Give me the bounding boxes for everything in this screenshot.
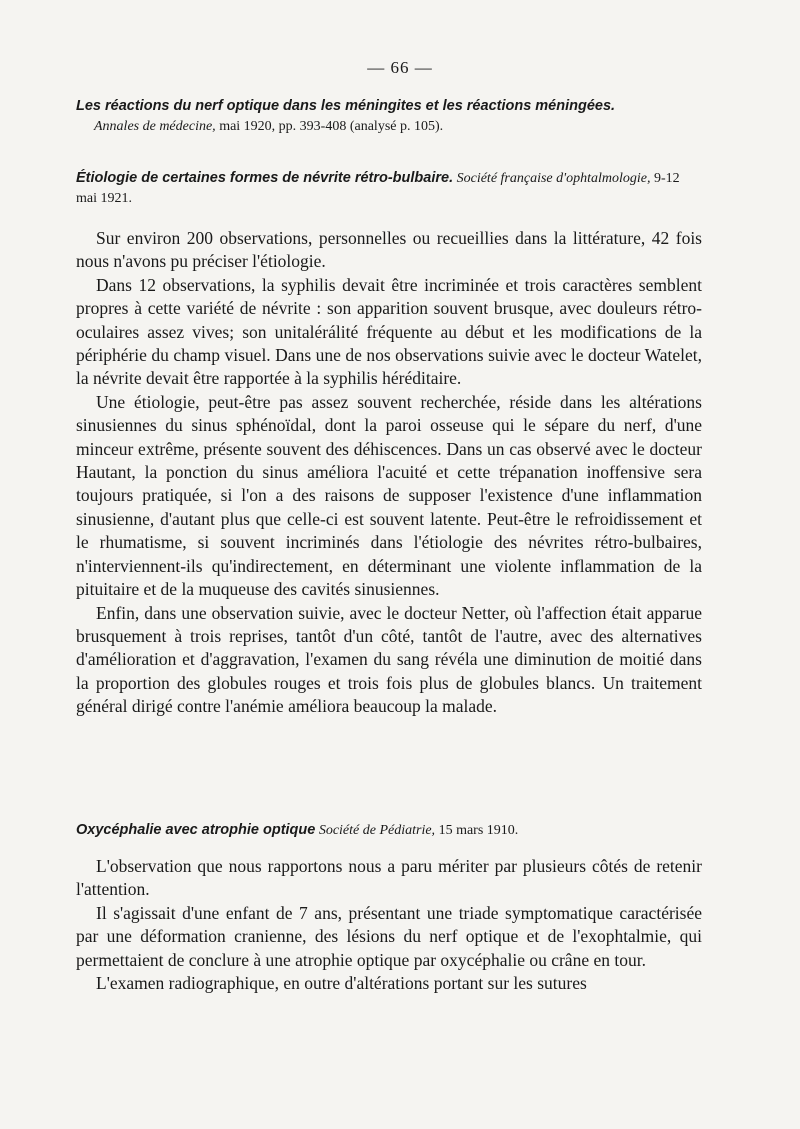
reference-source: Société de Pédiatrie, — [318, 823, 436, 838]
reference-detail: mai 1920, pp. 393-408 (analysé p. 105). — [219, 119, 444, 134]
paragraph: Sur environ 200 observations, personnelles ou recueillies dans la littérature, 42 fois nous n'avons pu préciser l'étiologie. — [76, 228, 702, 272]
etiologie-body — [76, 227, 702, 719]
reference-source: Société française d'ophtalmologie, — [456, 171, 651, 186]
reference-line-2 — [76, 117, 701, 137]
reference-source: Annales de médecine, — [94, 119, 216, 134]
reference-title: Les réactions du nerf optique dans les méningites et les réactions méningées. — [76, 98, 616, 114]
oxycephalie-body — [76, 855, 702, 995]
reference-meningites — [76, 96, 701, 137]
reference-title: Étiologie de certaines formes de névrite rétro-bulbaire. — [76, 170, 454, 186]
reference-title: Oxycéphalie avec atrophie optique — [76, 822, 316, 838]
paragraph: Une étiologie, peut-être pas assez souvent recherchée, réside dans les altérations sinusiennes du sinus sphénoïdal, dont la paroi osseuse qui le sépare du nerf, d'une minceur extrême, présente souvent des déhiscences. Dans un cas observé avec le docteur Hautant, la ponction du sinus améliora l'acuité et cette trépanation inoffensive sera toujours pratiquée, si l'on a des raisons de supposer l'existence d'une inflammation sinusienne, d'autant plus que celle-ci est souvent latente. Peut-être le refroidissement et le rhumatisme, si souvent incriminés dans l'étiologie des névrites rétro-bulbaires, n'interviennent-ils qu'indirectement, en déterminant une violente inflammation de la pituitaire et de la muqueuse des cavités sinusiennes. — [76, 391, 702, 600]
reference-etiologie — [76, 168, 701, 209]
reference-line-1 — [76, 96, 701, 117]
paragraph: L'examen radiographique, en outre d'altérations portant sur les sutures — [96, 973, 587, 994]
paragraph: Il s'agissait d'une enfant de 7 ans, présentant une triade symptomatique caractérisée par une déformation cranienne, des lésions du nerf optique et de l'exophtalmie, qui permettaient de conclure à une atrophie optique par oxycéphalie ou crâne en tour. — [76, 902, 702, 970]
page-number: — 66 — — [367, 58, 433, 77]
paragraph: Enfin, dans une observation suivie, avec le docteur Netter, où l'affection était apparue brusquement à trois reprises, tantôt d'un côté, tantôt de l'autre, avec des alternatives d'amélioration et d'aggravation, l'examen du sang révéla une diminution de moitié dans la proportion des globules rouges et trois fois plus de globules blancs. Un traitement général dirigé contre l'anémie améliora beaucoup la malade. — [76, 602, 702, 717]
reference-detail: 9-12 mai 1921. — [76, 171, 680, 206]
reference-oxycephalie — [76, 820, 701, 841]
reference-detail: 15 mars 1910. — [438, 823, 519, 838]
paragraph: L'observation que nous rapportons nous a paru mériter par plusieurs côtés de retenir l'attention. — [76, 856, 702, 900]
paragraph: Dans 12 observations, la syphilis devait être incriminée et trois caractères semblent propres à cette variété de névrite : son apparition souvent brusque, avec douleurs rétro-oculaires assez vives; son unitalérálité fréquente au début et les modifications de la périphérie du champ visuel. Dans une de nos observations suivie avec le docteur Watelet, la névrite devait être rapportée à la syphilis héréditaire. — [76, 274, 702, 389]
